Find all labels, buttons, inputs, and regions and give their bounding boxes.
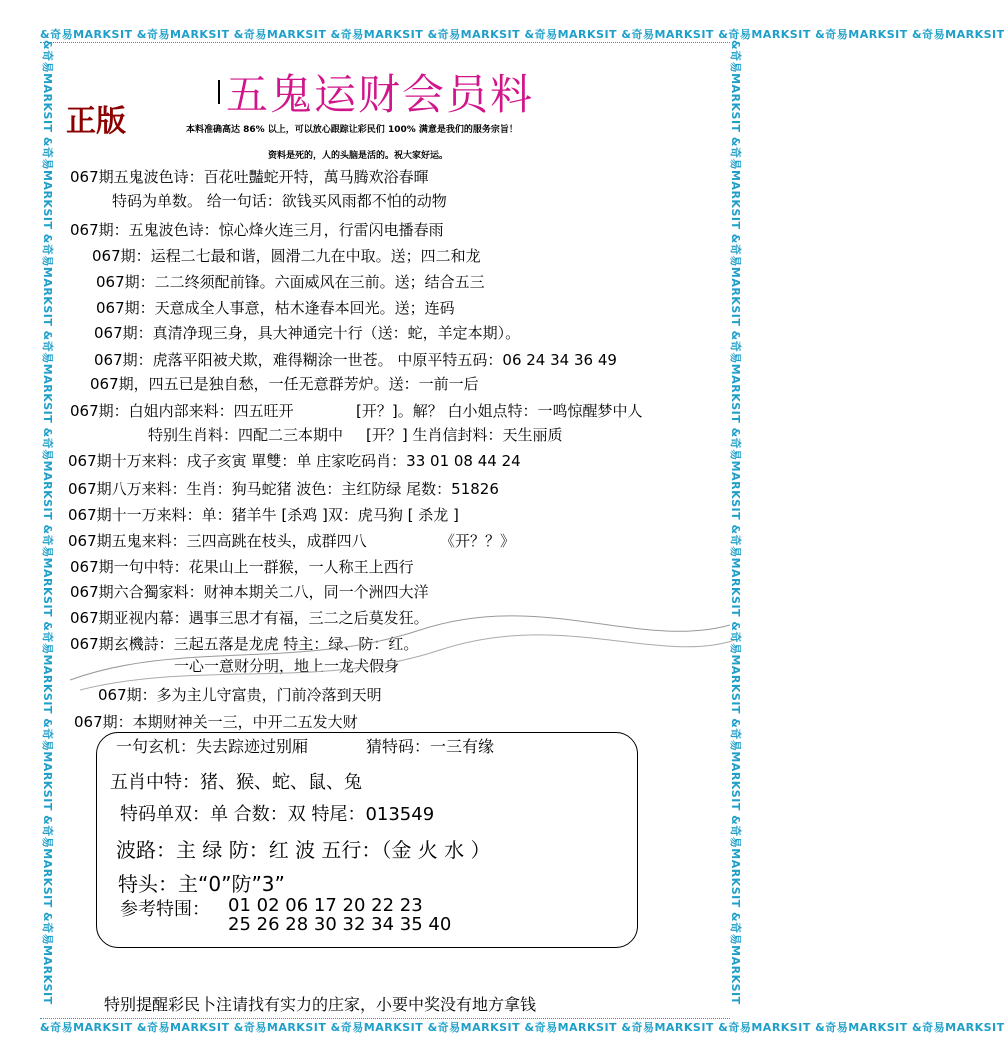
line-baijie: 067期：白姐内部来料：四五旺开 bbox=[70, 402, 294, 420]
line-five-ghost-open: 《开？？》 bbox=[440, 532, 516, 550]
border-top: &奇易MARKSIT &奇易MARKSIT &奇易MARKSIT &奇易MARKSIT &奇易MARKSIT &奇易MARKSIT &奇易MARKSIT &奇易MARKSIT &奇易MARKSIT &奇易MARKSIT bbox=[40, 28, 1005, 41]
box-ref-row1: 01 02 06 17 20 22 23 bbox=[228, 895, 423, 916]
line-wealth-2: 067期：本期财神关一三，中开二五发大财 bbox=[74, 713, 358, 731]
line-luck-5: 067期，四五已是独自愁，一任无意群芳炉。送：一前一后 bbox=[90, 375, 479, 393]
line-mystic-poem-b: 一心一意财分明，地上一龙犬假身 bbox=[174, 657, 400, 675]
box-guess-code: 猜特码：一三有缘 bbox=[366, 737, 495, 756]
line-80k: 067期八万来料：生肖：狗马蛇猪 波色：主红防绿 尾数：51826 bbox=[68, 480, 499, 498]
bottom-notice: 特别提醒彩民卜注请找有实力的庄家，小要中奖没有地方拿钱 bbox=[104, 995, 537, 1014]
subtitle-luck: 资料是死的，人的头脑是活的。祝大家好运。 bbox=[268, 151, 449, 161]
box-five-zodiac: 五肖中特：猪、猴、蛇、鼠、兔 bbox=[110, 772, 362, 793]
box-ref-row2: 25 26 28 30 32 34 35 40 bbox=[228, 914, 452, 935]
line-poem-1: 067期五鬼波色诗：百花吐豔蛇开特，萬马腾欢浴春暉 bbox=[70, 168, 429, 186]
line-luck-4: 067期：真清净现三身，具大神通完十行（送：蛇，羊定本期）。 bbox=[94, 324, 521, 342]
box-ref-label: 参考特围： bbox=[120, 899, 210, 920]
box-riddle: 一句玄机：失去踪迹过别厢 bbox=[116, 737, 309, 756]
border-bottom: &奇易MARKSIT &奇易MARKSIT &奇易MARKSIT &奇易MARKSIT &奇易MARKSIT &奇易MARKSIT &奇易MARKSIT &奇易MARKSIT &奇易MARKSIT &奇易MARKSIT bbox=[40, 1018, 730, 1035]
line-zodiac-special: 特别生肖料：四配二三本期中 bbox=[148, 426, 344, 444]
box-wave: 波路：主 绿 防：红 波 五行：（金 火 水 ） bbox=[116, 838, 491, 862]
line-110k: 067期十一万来料：单：猪羊牛 [杀鸡 ]双：虎马狗 [ 杀龙 ] bbox=[68, 506, 459, 524]
title-marker bbox=[218, 80, 220, 104]
line-100k: 067期十万来料：戌子亥寅 單雙：单 庄家吃码肖：33 01 08 44 24 bbox=[68, 452, 521, 470]
line-mystic-poem: 067期玄機詩：三起五落是龙虎 特主：绿、防：红。 bbox=[70, 635, 419, 653]
line-luck-2: 067期：二二终须配前锋。六面威风在三前。送；结合五三 bbox=[96, 273, 485, 291]
line-baijie-point: [开？]。解？ 白小姐点特：一鸣惊醒梦中人 bbox=[356, 402, 643, 420]
genuine-badge: 正版 bbox=[66, 104, 126, 139]
border-right: &奇易MARKSIT &奇易MARKSIT &奇易MARKSIT &奇易MARKSIT &奇易MARKSIT &奇易MARKSIT &奇易MARKSIT &奇易MARKSIT &奇易MARKSIT &奇易MARKSIT bbox=[729, 40, 742, 1005]
line-luck-3: 067期：天意成全人事意，枯木逢春本回光。送；连码 bbox=[96, 299, 455, 317]
line-five-ghost: 067期五鬼来料：三四高跳在枝头，成群四八 bbox=[68, 532, 367, 550]
line-pingte: 067期：虎落平阳被犬欺，难得糊涂一世苍。 中原平特五码：06 24 34 36 49 bbox=[94, 351, 617, 369]
page-title: 五鬼运财会员料 bbox=[226, 70, 535, 119]
line-atv: 067期亚视内幕：遇事三思才有福，三二之后莫发狂。 bbox=[70, 609, 429, 627]
box-head: 特头：主“0”防”3” bbox=[118, 872, 285, 896]
border-left: &奇易MARKSIT &奇易MARKSIT &奇易MARKSIT &奇易MARKSIT &奇易MARKSIT &奇易MARKSIT &奇易MARKSIT &奇易MARKSIT &奇易MARKSIT &奇易MARKSIT bbox=[41, 40, 54, 1005]
line-luck-1: 067期：运程二七最和谐，圆滑二九在中取。送；四二和龙 bbox=[92, 247, 481, 265]
line-one-sentence: 067期一句中特：花果山上一群猴，一人称王上西行 bbox=[70, 558, 414, 576]
line-poem-2: 067期：五鬼波色诗：惊心烽火连三月，行雷闪电播春雨 bbox=[70, 221, 444, 239]
line-poem-1b: 特码为单数。 给一句话：欲钱买风雨都不怕的动物 bbox=[112, 192, 447, 210]
line-zodiac-envelope: [开？] 生肖信封料：天生丽质 bbox=[366, 426, 563, 444]
line-liuhe: 067期六合獨家料：财神本期关二八，同一个洲四大洋 bbox=[70, 583, 429, 601]
subtitle-accuracy: 本料准确高达 86% 以上，可以放心跟踪让彩民们 100% 满意是我们的服务宗旨！ bbox=[186, 125, 518, 135]
line-wealth-1: 067期：多为主儿守富贵，门前冷落到天明 bbox=[98, 686, 382, 704]
box-odd-even: 特码单双：单 合数：双 特尾：013549 bbox=[120, 804, 435, 825]
